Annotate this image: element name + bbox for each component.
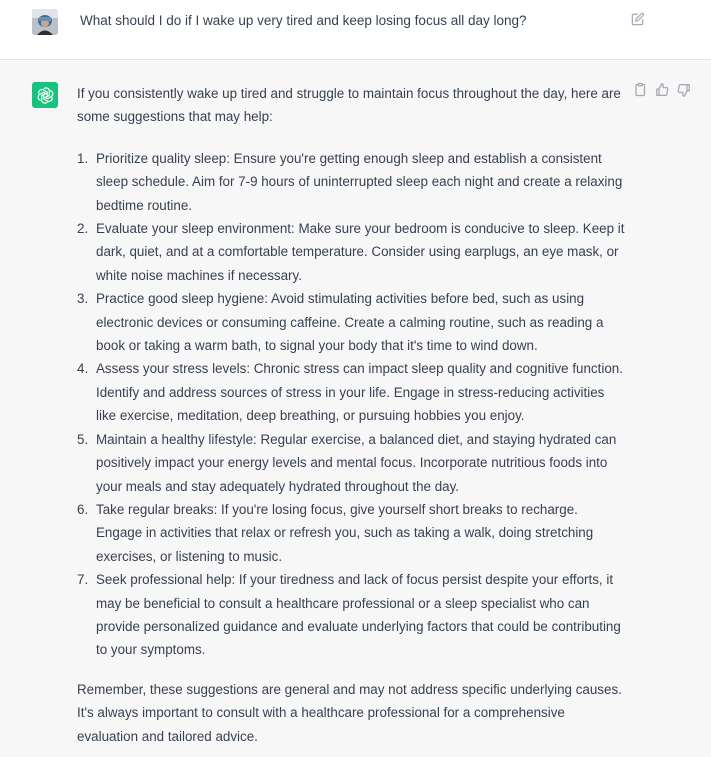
- list-item-text: Maintain a healthy lifestyle: Regular exercise, a balanced diet, and staying hydrated can positively impact your energy levels and mental focus. Incorporate nutritious foods into your meals and stay adequately hydrated throughout the day.: [96, 431, 617, 494]
- list-item-text: Prioritize quality sleep: Ensure you're getting enough sleep and establish a consistent sleep schedule. Aim for 7-9 hours of uninterrupted sleep each night and create a relaxing bedtime routine.: [96, 150, 623, 213]
- copy-icon[interactable]: [632, 82, 648, 98]
- list-item-text: Assess your stress levels: Chronic stress can impact sleep quality and cognitive function. Identify and address sources of stress in your life. Engage in stress-reducing activities like exercise, meditation, deep breathing, or pursuing hobbies you enjoy.: [96, 361, 623, 424]
- thumbs-up-icon[interactable]: [654, 82, 670, 98]
- list-item-number: 1.: [77, 150, 89, 166]
- list-item: [77, 357, 625, 427]
- thumbs-down-icon[interactable]: [676, 82, 692, 98]
- assistant-message-content: [77, 82, 625, 748]
- user-message-row: [0, 0, 711, 60]
- assistant-outro: Remember, these suggestions are general and may not address specific underlying causes. It's always important to consult with a healthcare professional for a comprehensive evaluation and tailored advice.: [77, 681, 622, 744]
- list-item-text: Evaluate your sleep environment: Make sure your bedroom is conducive to sleep. Keep it dark, quiet, and at a comfortable temperature. Consider using earplugs, an eye mask, or white noise machines if necessary.: [96, 221, 625, 283]
- assistant-message-row: [0, 60, 711, 757]
- list-item: [77, 568, 625, 662]
- list-item: [77, 498, 625, 568]
- list-item-text: Practice good sleep hygiene: Avoid stimulating activities before bed, such as using electronic devices or consuming caffeine. Create a calming routine, such as reading a book or taking a warm bath, to signal your body that it's time to wind down.: [96, 291, 604, 354]
- user-photo-icon: [32, 9, 58, 35]
- edit-icon[interactable]: [630, 12, 645, 27]
- assistant-intro: If you consistently wake up tired and struggle to maintain focus throughout the day, here are some suggestions that may help:: [77, 86, 621, 125]
- user-message-text: What should I do if I wake up very tired and keep losing focus all day long?: [80, 13, 527, 28]
- list-item-number: 7.: [77, 572, 89, 588]
- list-item-number: 3.: [77, 291, 89, 307]
- list-item: [77, 428, 625, 498]
- list-item: [77, 217, 625, 287]
- list-item-text: Take regular breaks: If you're losing focus, give yourself short breaks to recharge. Engage in activities that relax or refresh you, such as taking a walk, doing stretching exercises, or listening to music.: [96, 501, 594, 564]
- list-item: [77, 147, 625, 217]
- list-item-number: 5.: [77, 431, 89, 447]
- list-item: [77, 287, 625, 357]
- list-item-number: 6.: [77, 501, 89, 517]
- user-avatar: [32, 9, 58, 35]
- assistant-avatar: [32, 82, 58, 108]
- list-item-number: 2.: [77, 221, 89, 237]
- message-actions: [632, 82, 692, 98]
- list-item-text: Seek professional help: If your tiredness and lack of focus persist despite your efforts, it may be beneficial to consult a healthcare professional or a sleep specialist who can provide personalized guidance and evaluate underlying factors that could be contributing to your symptoms.: [96, 572, 621, 658]
- list-item-number: 4.: [77, 361, 89, 377]
- suggestions-list: [77, 147, 625, 662]
- openai-logo-icon: [36, 86, 55, 105]
